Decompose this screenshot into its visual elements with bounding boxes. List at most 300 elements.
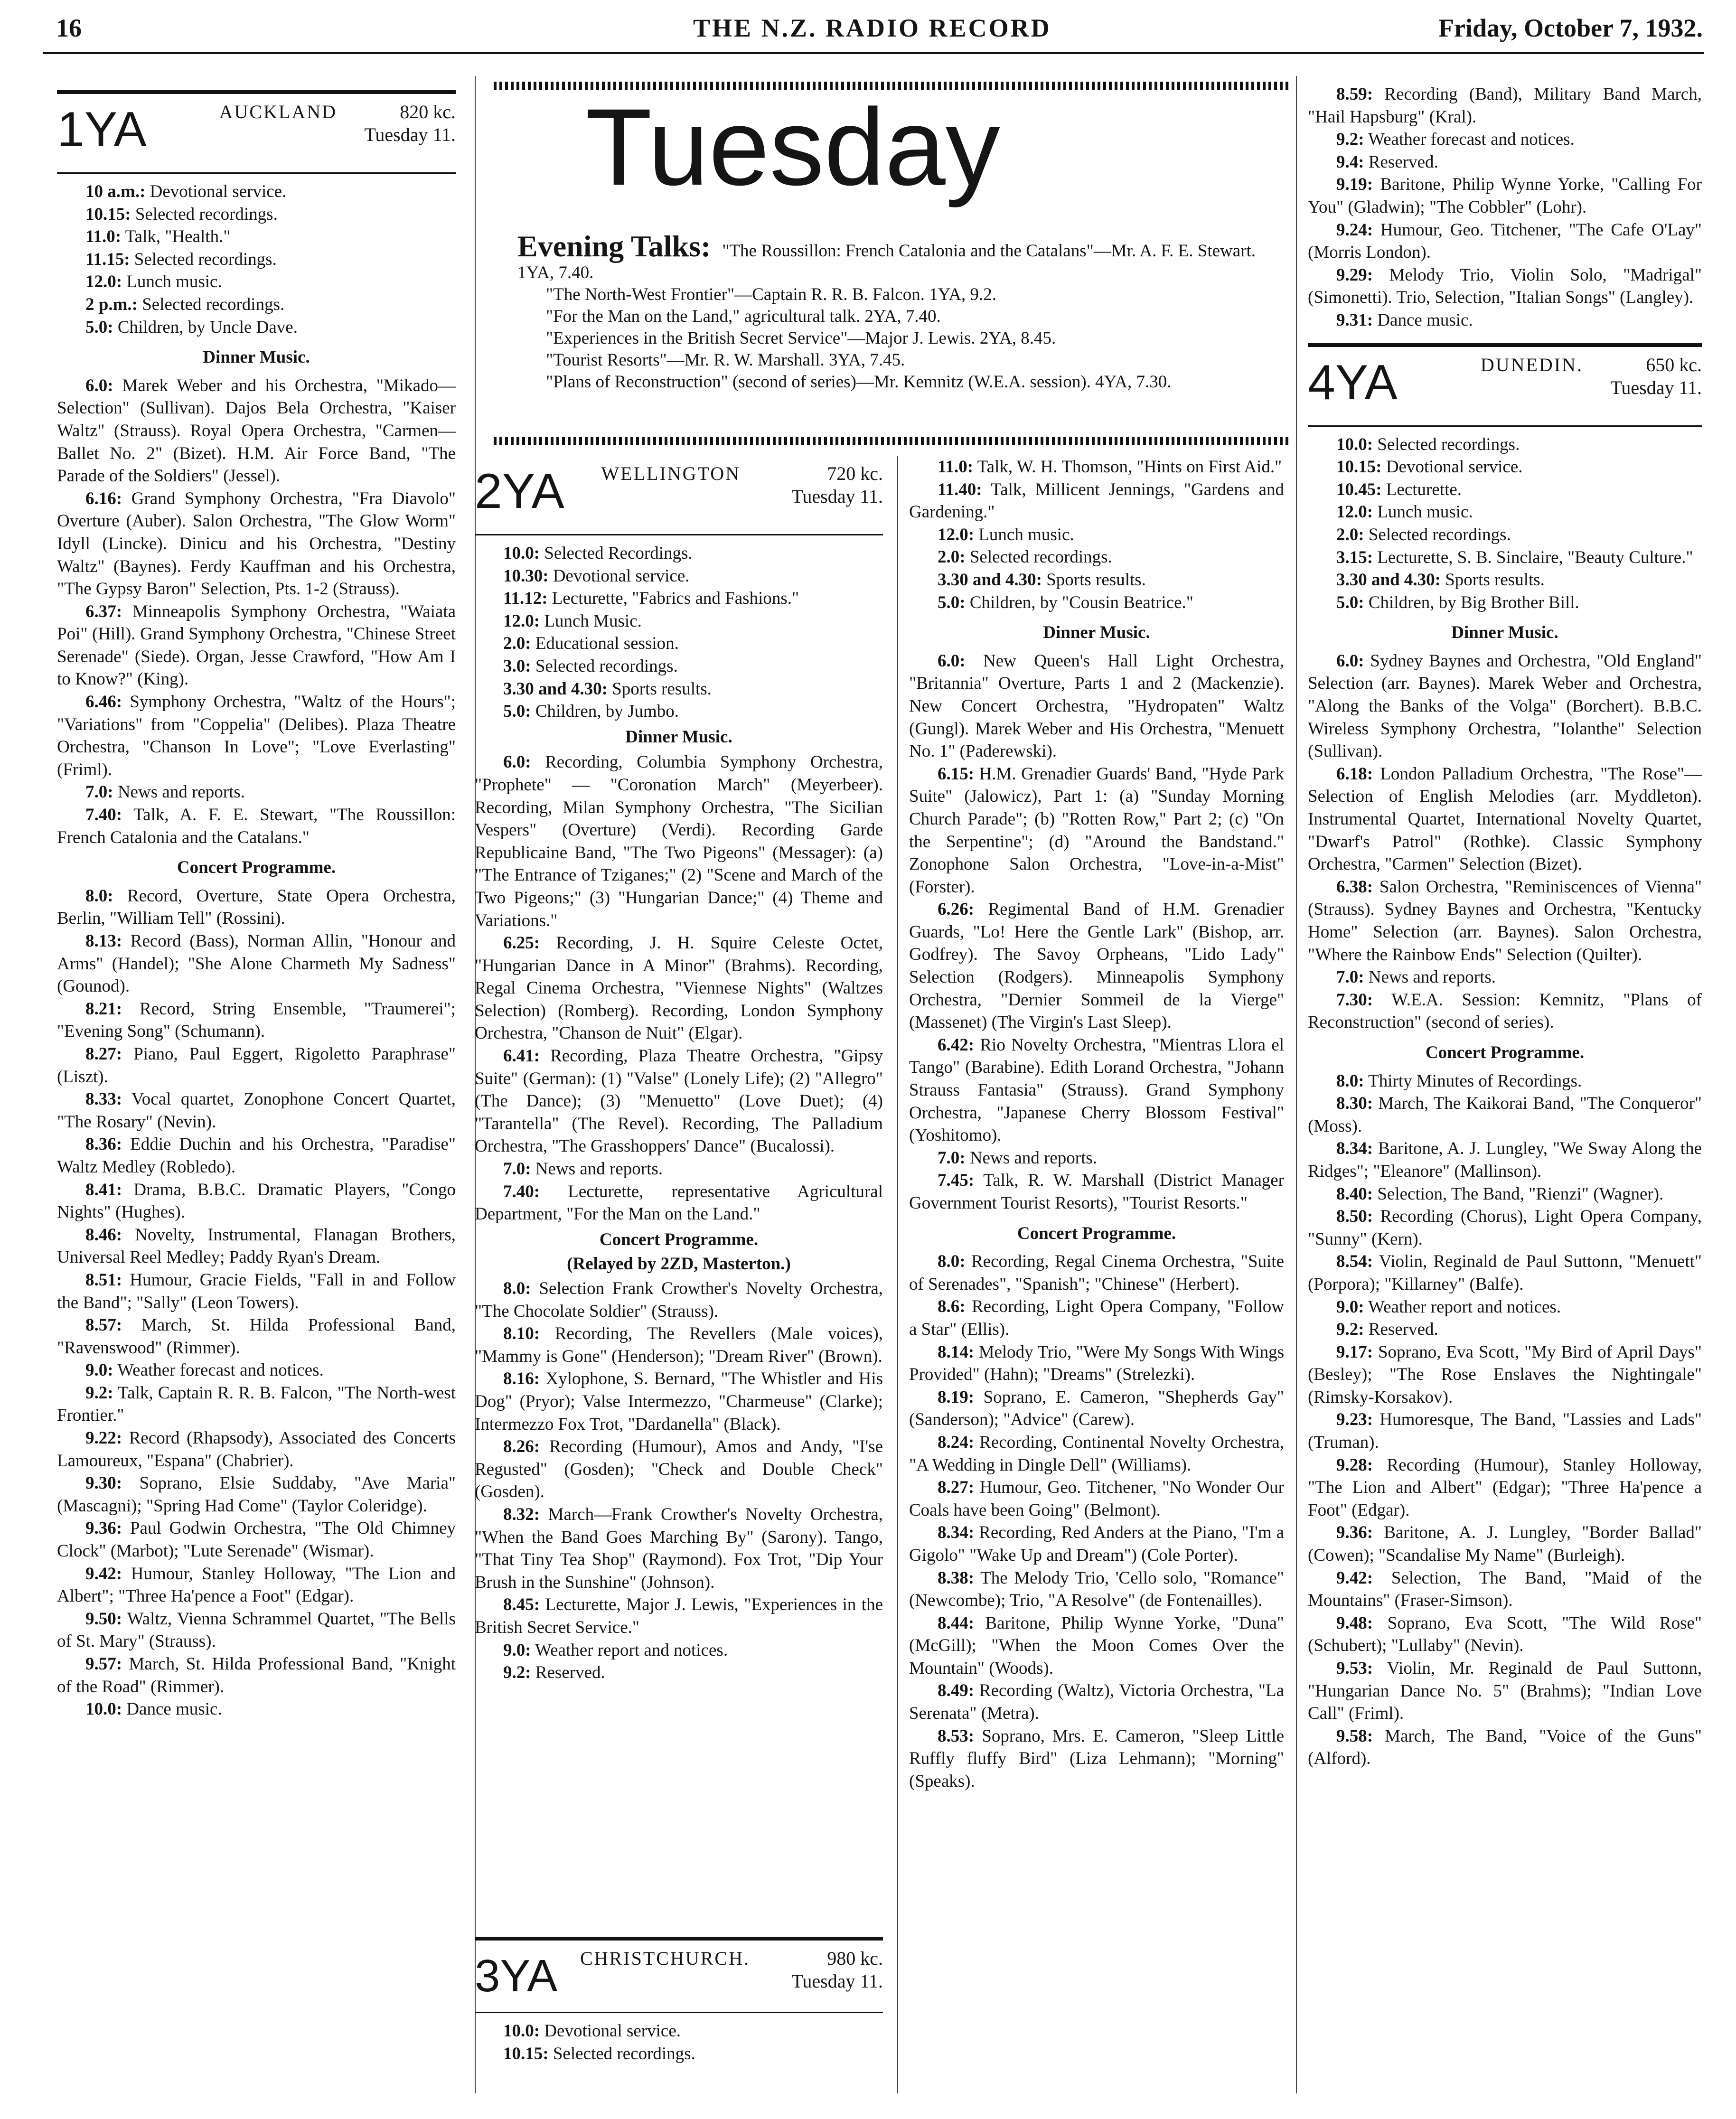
programme-4ya-dinner bbox=[1308, 650, 1702, 1034]
programme-time: 6.16: bbox=[85, 488, 122, 508]
programme-description: Recording, Continental Novelty Orchestra, "A Wedding in Dingle Dell" (Williams). bbox=[909, 1432, 1285, 1475]
programme-item bbox=[475, 1045, 883, 1158]
programme-description: Recording, Regal Cinema Orchestra, "Suite of Serenades", "Spanish"; "Chinese" (Herbert). bbox=[909, 1252, 1285, 1294]
programme-time: 8.13: bbox=[85, 931, 122, 951]
evening-talk: "The Roussillon: French Catalonia and the Catalans"—Mr. A. F. E. Stewart. 1YA, 7.40. bbox=[517, 241, 1256, 282]
programme-item bbox=[57, 998, 456, 1043]
programme-time: 8.0: bbox=[85, 886, 113, 906]
programme-item bbox=[57, 1179, 456, 1224]
programme-description: News and reports. bbox=[969, 1148, 1098, 1168]
programme-description: Baritone, A. J. Lungley, "We Sway Along the Ridges"; "Eleanore" (Mallinson). bbox=[1308, 1139, 1702, 1181]
programme-description: Selected recordings. bbox=[134, 249, 277, 269]
programme-description: News and reports. bbox=[535, 1159, 663, 1179]
section-heading: Dinner Music. bbox=[1451, 623, 1558, 643]
programme-time: 8.53: bbox=[938, 1726, 975, 1746]
programme-item bbox=[1308, 1296, 1702, 1319]
programme-description: Devotional service. bbox=[150, 182, 287, 201]
programme-time: 9.36: bbox=[1336, 1523, 1373, 1543]
programme-description: Record (Bass), Norman Allin, "Honour and Arms" (Handel); "She Alone Charmeth My Sadness" (Gounod). bbox=[57, 931, 456, 996]
programme-description: Humoresque, The Band, "Lassies and Lads" (Truman). bbox=[1308, 1410, 1702, 1453]
programme-description: Waltz, Vienna Schrammel Quartet, "The Bells of St. Mary" (Strauss). bbox=[57, 1609, 456, 1651]
programme-time: 3.15: bbox=[1336, 547, 1373, 567]
station-frequency: 980 kc. bbox=[827, 1948, 883, 1969]
programme-time: 3.30 and 4.30: bbox=[503, 679, 608, 699]
programme-description: Reserved. bbox=[1368, 1320, 1438, 1340]
programme-time: 9.42: bbox=[85, 1564, 122, 1584]
programme-description: Selection Frank Crowther's Novelty Orchestra, "The Chocolate Soldier" (Strauss). bbox=[475, 1279, 883, 1321]
programme-time: 2 p.m.: bbox=[85, 294, 138, 314]
programme-description: Lecturette, representative Agricultural Department, "For the Man on the Land." bbox=[475, 1181, 883, 1224]
programme-time: 9.53: bbox=[1336, 1659, 1373, 1678]
programme-time: 11.0: bbox=[938, 457, 974, 477]
programme-item bbox=[1308, 1341, 1702, 1409]
programme-time: 9.48: bbox=[1336, 1613, 1373, 1633]
station-city: WELLINGTON bbox=[601, 463, 741, 484]
section-heading: Concert Programme. bbox=[1425, 1042, 1585, 1062]
programme-item bbox=[57, 1517, 456, 1562]
programme-item bbox=[909, 1386, 1284, 1431]
programme-item bbox=[1308, 1725, 1702, 1770]
programme-description: March, The Kaikorai Band, "The Conqueror" (Moss). bbox=[1308, 1094, 1702, 1136]
programme-time: 8.16: bbox=[503, 1369, 540, 1389]
programme-item bbox=[909, 591, 1284, 614]
programme-time: 9.30: bbox=[85, 1473, 122, 1493]
programme-description: Talk, Captain R. R. B. Falcon, "The North-west Frontier." bbox=[57, 1383, 456, 1425]
programme-item bbox=[909, 1431, 1284, 1476]
programme-item bbox=[909, 456, 1284, 478]
programme-item bbox=[1308, 1612, 1702, 1657]
station-call: 1YA bbox=[57, 102, 147, 157]
programme-2ya-dinner bbox=[475, 751, 883, 1225]
column-3ya-continued bbox=[909, 456, 1284, 1792]
programme-description: Reserved. bbox=[1368, 152, 1438, 172]
programme-description: Soprano, Mrs. E. Cameron, "Sleep Little Ruffly fluffy Bird" (Liza Lehmann); "Morning" (Speaks). bbox=[909, 1726, 1284, 1791]
programme-item bbox=[475, 1368, 883, 1435]
programme-description: Humour, Geo. Titchener, "The Cafe O'Lay" (Morris London). bbox=[1308, 220, 1702, 263]
programme-description: Humour, Gracie Fields, "Fall in and Follow the Band"; "Sally" (Leon Towers). bbox=[57, 1270, 456, 1313]
programme-time: 8.19: bbox=[938, 1387, 975, 1407]
programme-item bbox=[57, 1382, 456, 1427]
programme-item bbox=[1308, 876, 1702, 966]
programme-time: 8.27: bbox=[85, 1044, 122, 1064]
programme-item bbox=[1308, 83, 1702, 128]
programme-item bbox=[475, 610, 883, 633]
programme-description: Recording (Humour), Stanley Holloway, "The Lion and Albert" (Edgar); "Three Ha'pence a Foot" (Edgar). bbox=[1308, 1455, 1702, 1520]
programme-time: 9.0: bbox=[503, 1640, 531, 1660]
programme-time: 9.2: bbox=[1336, 1320, 1364, 1340]
programme-description: Lecturette, Major J. Lewis, "Experiences in the British Secret Service." bbox=[475, 1595, 883, 1637]
programme-description: Novelty, Instrumental, Flanagan Brothers, Universal Reel Medley; Paddy Ryan's Dream. bbox=[57, 1225, 456, 1267]
programme-description: Xylophone, S. Bernard, "The Whistler and His Dog" (Pryor); Valse Intermezzo, "Charmeuse" (Clarke); Intermezzo Fox Trot, "Dardanella" (Black). bbox=[475, 1369, 883, 1434]
programme-time: 6.0: bbox=[1336, 651, 1364, 671]
programme-time: 7.0: bbox=[85, 782, 113, 802]
programme-time: 7.30: bbox=[1336, 990, 1373, 1010]
programme-time: 9.2: bbox=[85, 1383, 113, 1403]
programme-description: Lunch music. bbox=[1377, 502, 1473, 522]
programme-item bbox=[1308, 501, 1702, 524]
programme-time: 8.50: bbox=[1336, 1207, 1373, 1227]
programme-description: News and reports. bbox=[117, 782, 245, 802]
programme-description: Baritone, Philip Wynne Yorke, "Calling For You" (Gladwin); "The Cobbler" (Lohr). bbox=[1308, 175, 1702, 217]
programme-item bbox=[1308, 456, 1702, 478]
programme-description: Dance music. bbox=[126, 1699, 222, 1719]
programme-item bbox=[909, 650, 1284, 763]
programme-item bbox=[57, 316, 456, 339]
programme-item bbox=[475, 565, 883, 588]
programme-time: 11.12: bbox=[503, 589, 548, 609]
programme-description: Talk, "Health." bbox=[125, 227, 231, 247]
programme-description: Lecturette, "Fabrics and Fashions." bbox=[552, 589, 799, 609]
programme-item bbox=[57, 488, 456, 600]
programme-description: March—Frank Crowther's Novelty Orchestra, "When the Band Goes Marching By" (Sarony). Tango, "That Tiny Tea Shop" (Raymond). Fox Trot, "Dip Your Brush in the Sunshine" (Johnson). bbox=[475, 1504, 883, 1592]
programme-item bbox=[475, 1435, 883, 1503]
programme-time: 8.44: bbox=[938, 1613, 975, 1633]
programme-description: Record, String Ensemble, "Traumerei"; "Evening Song" (Schumann). bbox=[57, 999, 456, 1041]
station-day: Tuesday 11. bbox=[364, 124, 456, 145]
programme-description: Sports results. bbox=[612, 679, 712, 699]
programme-item bbox=[475, 587, 883, 610]
programme-description: Sports results. bbox=[1046, 570, 1146, 590]
programme-description: Reserved. bbox=[535, 1663, 605, 1683]
programme-item bbox=[1308, 309, 1702, 332]
programme-item bbox=[57, 248, 456, 271]
programme-time: 6.42: bbox=[938, 1035, 975, 1055]
programme-item bbox=[1308, 591, 1702, 614]
programme-item bbox=[1308, 1408, 1702, 1453]
programme-item bbox=[57, 1563, 456, 1608]
station-frequency: 720 kc. bbox=[827, 463, 883, 484]
programme-item bbox=[1308, 433, 1702, 456]
programme-time: 12.0: bbox=[503, 611, 540, 631]
programme-description: Weather forecast and notices. bbox=[1368, 130, 1575, 150]
programme-item bbox=[57, 1133, 456, 1178]
programme-description: Paul Godwin Orchestra, "The Old Chimney Clock" (Marbot); "Lute Serenade" (Wismar). bbox=[57, 1519, 456, 1561]
programme-time: 7.0: bbox=[1336, 967, 1364, 987]
programme-description: Thirty Minutes of Recordings. bbox=[1368, 1071, 1582, 1091]
programme-time: 9.2: bbox=[1336, 130, 1364, 150]
programme-time: 10.15: bbox=[503, 2044, 549, 2063]
programme-time: 5.0: bbox=[85, 317, 113, 337]
programme-description: Marek Weber and his Orchestra, "Mikado—Selection" (Sullivan). Dajos Bela Orchestra, "Kaiser Waltz" (Strauss). Royal Opera Orchestra, "Carmen—Ballet No. 2" (Bizet). H.M. Air Force Band, "The Parade of the Soldiers" (Jessel). bbox=[57, 375, 456, 486]
programme-item bbox=[909, 478, 1284, 524]
programme-item bbox=[57, 1472, 456, 1517]
programme-item bbox=[475, 655, 883, 678]
programme-description: Eddie Duchin and his Orchestra, "Paradise" Waltz Medley (Robledo). bbox=[57, 1135, 456, 1177]
programme-time: 6.0: bbox=[503, 752, 531, 772]
programme-item bbox=[1308, 650, 1702, 763]
programme-description: Soprano, Elsie Suddaby, "Ave Maria" (Mascagni); "Spring Had Come" (Taylor Coleridge). bbox=[57, 1473, 456, 1516]
programme-time: 3.0: bbox=[503, 656, 531, 676]
programme-description: March, St. Hilda Professional Band, "Ravenswood" (Rimmer). bbox=[57, 1315, 456, 1358]
evening-talk: "The North-West Frontier"—Captain R. R. B. Falcon. 1YA, 9.2. bbox=[546, 285, 997, 304]
programme-description: Humour, Geo. Titchener, "No Wonder Our Coals have been Going" (Belmont). bbox=[909, 1478, 1285, 1520]
programme-description: Selected recordings. bbox=[969, 547, 1112, 567]
programme-item bbox=[1308, 1657, 1702, 1725]
programme-description: Regimental Band of H.M. Grenadier Guards, "Lo! Here the Gentle Lark" (Bishop, arr. Godfrey). The Savoy Orpheans, "Lido Lady" Selection (Rodgers). Minneapolis Symphony Orchestra, "Dernier Sommeil de la Vierge" (Massenet) (The Virgin's Last Sleep). bbox=[909, 900, 1284, 1032]
programme-time: 8.14: bbox=[938, 1342, 975, 1362]
programme-description: Selection, The Band, "Maid of the Mountains" (Fraser-Simson). bbox=[1308, 1568, 1702, 1611]
programme-item bbox=[57, 1359, 456, 1382]
programme-time: 7.0: bbox=[938, 1148, 966, 1168]
programme-time: 6.0: bbox=[85, 375, 113, 395]
programme-description: Devotional service. bbox=[553, 566, 690, 586]
programme-time: 8.49: bbox=[938, 1681, 975, 1701]
programme-time: 8.30: bbox=[1336, 1094, 1373, 1114]
programme-time: 8.33: bbox=[85, 1089, 122, 1109]
programme-description: Minneapolis Symphony Orchestra, "Waiata Poi" (Hill). Grand Symphony Orchestra, "Chinese Street Serenade" (Siede). Organ, Jesse Crawford, "How Am I to Know?" (King). bbox=[57, 601, 456, 689]
programme-item bbox=[57, 885, 456, 930]
programme-description: Recording (Humour), Amos and Andy, "I'se Regusted" (Gosden); "Check and Double Check" (Gosden). bbox=[475, 1437, 883, 1502]
programme-time: 9.31: bbox=[1336, 310, 1373, 330]
programme-item bbox=[1308, 1318, 1702, 1341]
programme-item bbox=[57, 930, 456, 998]
programme-item bbox=[909, 1725, 1284, 1793]
programme-time: 6.41: bbox=[503, 1046, 540, 1066]
programme-time: 10 a.m.: bbox=[85, 182, 146, 201]
programme-description: Recording, Plaza Theatre Orchestra, "Gipsy Suite" (German): (1) "Valse" (Lonely Life); (2) "Allegro" (The Dance); (3) "Menuetto" (Love Duet); (4) "Tarantella" (The Revel). Recording, The Palladium Orchestra, "The Grasshoppers' Dance" (Bucalossi). bbox=[475, 1046, 883, 1156]
station-call: 3YA bbox=[475, 1950, 558, 2001]
programme-item bbox=[909, 1295, 1284, 1341]
programme-time: 9.29: bbox=[1336, 265, 1373, 285]
programme-time: 11.0: bbox=[85, 227, 122, 247]
programme-time: 9.0: bbox=[85, 1360, 113, 1380]
programme-item bbox=[1308, 1205, 1702, 1250]
programme-description: Record, Overture, State Opera Orchestra, Berlin, "William Tell" (Rossini). bbox=[57, 886, 456, 928]
programme-2ya-day bbox=[475, 542, 883, 723]
programme-item bbox=[1308, 989, 1702, 1034]
section-heading: Dinner Music. bbox=[203, 347, 310, 367]
programme-2ya-concert bbox=[475, 1277, 883, 1684]
programme-time: 9.23: bbox=[1336, 1410, 1373, 1430]
programme-description: Rio Novelty Orchestra, "Mientras Llora el Tango" (Barabine). Edith Lorand Orchestra, "Johann Strauss Fantasia" (Strauss). Grand Symphony Orchestra, "Japanese Cherry Blossom Festival" (Yoshitomo). bbox=[909, 1035, 1284, 1145]
station-header-2ya bbox=[475, 456, 883, 535]
programme-description: Recording, Columbia Symphony Orchestra, "Prophete" — "Coronation March" (Meyerbeer). Recording, Milan Symphony Orchestra, "The Sicilian Vespers" (Overture) (Verdi). Recording Garde Republicaine Band, "The Two Pigeons" (Messager): (a) "The Entrance of Tziganes;" (2) "Scene and March of the Two Pigeons;" (3) "Hungarian Dance;" (4) Theme and Variations." bbox=[475, 752, 883, 930]
evening-talk: "Tourist Resorts"—Mr. R. W. Marshall. 3YA, 7.45. bbox=[546, 350, 905, 370]
programme-item bbox=[57, 804, 456, 849]
programme-description: Weather forecast and notices. bbox=[117, 1360, 324, 1380]
programme-description: Selected recordings. bbox=[535, 656, 678, 676]
evening-talk: "For the Man on the Land," agricultural talk. 2YA, 7.40. bbox=[546, 307, 941, 326]
programme-description: Baritone, A. J. Lungley, "Border Ballad" (Cowen); "Scandalise My Name" (Burleigh). bbox=[1308, 1523, 1702, 1566]
programme-time: 10.30: bbox=[503, 566, 549, 586]
programme-item bbox=[57, 293, 456, 316]
programme-item bbox=[475, 1661, 883, 1684]
programme-item bbox=[1308, 546, 1702, 569]
programme-1ya-dinner bbox=[57, 375, 456, 849]
programme-time: 9.22: bbox=[85, 1428, 122, 1448]
programme-3ya-concert-continued bbox=[1308, 83, 1702, 332]
evening-talks-box bbox=[517, 229, 1277, 393]
programme-description: Sports results. bbox=[1445, 570, 1545, 590]
programme-time: 10.45: bbox=[1336, 479, 1382, 499]
programme-description: Vocal quartet, Zonophone Concert Quartet, "The Rosary" (Nevin). bbox=[57, 1089, 456, 1132]
programme-time: 2.0: bbox=[938, 547, 966, 567]
programme-time: 8.51: bbox=[85, 1270, 122, 1290]
programme-description: Selected recordings. bbox=[135, 204, 278, 224]
programme-item bbox=[909, 1169, 1284, 1214]
programme-description: Talk, W. H. Thomson, "Hints on First Aid." bbox=[977, 457, 1282, 477]
programme-description: Humour, Stanley Holloway, "The Lion and Albert"; "Three Ha'pence a Foot" (Edgar). bbox=[57, 1564, 456, 1606]
programme-item bbox=[1308, 128, 1702, 151]
programme-item bbox=[1308, 1070, 1702, 1093]
programme-time: 3.30 and 4.30: bbox=[1336, 570, 1441, 590]
programme-time: 5.0: bbox=[938, 592, 966, 612]
programme-item bbox=[475, 1594, 883, 1639]
programme-time: 9.0: bbox=[1336, 1297, 1364, 1317]
programme-description: Selected recordings. bbox=[1377, 434, 1520, 454]
programme-time: 9.50: bbox=[85, 1609, 122, 1629]
programme-item bbox=[909, 1567, 1284, 1612]
programme-item bbox=[57, 1698, 456, 1721]
station-city: CHRISTCHURCH. bbox=[580, 1948, 750, 1969]
programme-description: News and reports. bbox=[1368, 967, 1496, 987]
programme-3ya-dinner bbox=[909, 650, 1284, 1215]
station-call: 2YA bbox=[475, 464, 564, 519]
programme-time: 8.34: bbox=[938, 1523, 975, 1543]
programme-time: 5.0: bbox=[1336, 592, 1364, 612]
programme-description: Symphony Orchestra, "Waltz of the Hours"; "Variations" from "Coppelia" (Delibes). Plaza Theatre Orchestra, "Chanson In Love"; "Love Everlasting" (Friml). bbox=[57, 692, 456, 779]
programme-time: 3.30 and 4.30: bbox=[938, 570, 1042, 590]
programme-description: Selection, The Band, "Rienzi" (Wagner). bbox=[1377, 1184, 1664, 1204]
programme-time: 8.26: bbox=[503, 1437, 540, 1457]
programme-item bbox=[57, 1043, 456, 1088]
programme-item bbox=[57, 203, 456, 226]
programme-item bbox=[57, 375, 456, 488]
programme-time: 8.45: bbox=[503, 1595, 540, 1615]
programme-time: 10.0: bbox=[503, 544, 540, 563]
programme-time: 2.0: bbox=[1336, 525, 1364, 544]
programme-description: Violin, Reginald de Paul Suttonn, "Menuett" (Porpora); "Killarney" (Balfe). bbox=[1308, 1252, 1702, 1294]
programme-item bbox=[909, 1147, 1284, 1170]
programme-description: Devotional service. bbox=[544, 2021, 681, 2041]
programme-description: Soprano, Eva Scott, "The Wild Rose" (Schubert); "Lullaby" (Nevin). bbox=[1308, 1613, 1702, 1656]
programme-time: 6.0: bbox=[938, 651, 966, 671]
programme-time: 9.24: bbox=[1336, 220, 1373, 240]
programme-description: Recording (Band), Military Band March, "Hail Hapsburg" (Kral). bbox=[1308, 84, 1702, 127]
column-divider bbox=[897, 456, 898, 2093]
station-call: 4YA bbox=[1308, 355, 1398, 410]
programme-item bbox=[475, 1322, 883, 1368]
programme-item bbox=[57, 1224, 456, 1269]
programme-1ya-day bbox=[57, 180, 456, 338]
programme-item bbox=[475, 542, 883, 565]
programme-item bbox=[1308, 1183, 1702, 1206]
programme-item bbox=[57, 600, 456, 691]
programme-time: 11.40: bbox=[938, 479, 982, 499]
programme-item bbox=[57, 691, 456, 781]
programme-item bbox=[475, 1503, 883, 1594]
programme-time: 6.38: bbox=[1336, 877, 1373, 897]
station-day: Tuesday 11. bbox=[1610, 376, 1702, 398]
section-heading: Concert Programme. bbox=[599, 1229, 759, 1249]
programme-description: Recording, The Revellers (Male voices), "Mammy is Gone" (Henderson); "Dream River" (Brown). bbox=[475, 1324, 883, 1366]
programme-time: 10.0: bbox=[85, 1699, 122, 1719]
programme-description: Selected Recordings. bbox=[544, 544, 693, 563]
programme-item bbox=[1308, 569, 1702, 591]
programme-time: 12.0: bbox=[1336, 502, 1373, 522]
programme-description: Violin, Mr. Reginald de Paul Suttonn, "Hungarian Dance No. 5" (Brahms); "Indian Love Call" (Friml). bbox=[1308, 1659, 1702, 1724]
programme-item bbox=[1308, 763, 1702, 876]
programme-description: Baritone, Philip Wynne Yorke, "Duna" (McGill); "When the Moon Comes Over the Mountain" (Woods). bbox=[909, 1613, 1285, 1678]
programme-description: Lunch music. bbox=[126, 272, 222, 292]
programme-time: 9.42: bbox=[1336, 1568, 1373, 1588]
programme-description: Children, by Big Brother Bill. bbox=[1368, 592, 1579, 612]
programme-description: March, The Band, "Voice of the Guns" (Alford). bbox=[1308, 1726, 1702, 1769]
day-heading: Tuesday bbox=[585, 86, 1000, 208]
programme-description: Selected recordings. bbox=[1368, 525, 1511, 544]
programme-item bbox=[909, 898, 1284, 1034]
programme-time: 9.4: bbox=[1336, 152, 1364, 172]
programme-description: Salon Orchestra, "Reminiscences of Vienna" (Strauss). Sydney Baynes and Orchestra, "Kentucky Home" Selection (arr. Baynes). Salon Orchestra, "Where the Rainbow Ends" Selection (Quilter). bbox=[1308, 877, 1702, 965]
programme-item bbox=[475, 1277, 883, 1322]
programme-item bbox=[1308, 478, 1702, 501]
programme-description: Children, by "Cousin Beatrice." bbox=[969, 592, 1193, 612]
programme-time: 10.15: bbox=[85, 204, 131, 224]
programme-item bbox=[909, 569, 1284, 591]
programme-item bbox=[909, 546, 1284, 569]
programme-4ya-day bbox=[1308, 433, 1702, 614]
station-day: Tuesday 11. bbox=[791, 486, 883, 507]
programme-description: W.E.A. Session: Kemnitz, "Plans of Reconstruction" (second of series). bbox=[1308, 990, 1702, 1032]
programme-description: Lunch music. bbox=[978, 525, 1074, 544]
programme-description: Lecturette. bbox=[1386, 479, 1462, 499]
programme-3ya-concert bbox=[909, 1250, 1284, 1792]
programme-time: 8.10: bbox=[503, 1324, 540, 1344]
programme-description: Piano, Paul Eggert, Rigoletto Paraphrase" (Liszt). bbox=[57, 1044, 456, 1087]
programme-item bbox=[475, 2043, 883, 2065]
programme-time: 10.0: bbox=[503, 2021, 540, 2041]
programme-item bbox=[475, 678, 883, 701]
relay-note: (Relayed by 2ZD, Masterton.) bbox=[567, 1254, 791, 1274]
programme-item bbox=[909, 763, 1284, 899]
programme-time: 9.36: bbox=[85, 1519, 122, 1538]
programme-description: Recording (Waltz), Victoria Orchestra, "La Serenata" (Metra). bbox=[909, 1681, 1285, 1724]
programme-item bbox=[475, 1158, 883, 1181]
column-3ya bbox=[475, 1937, 883, 2065]
programme-item bbox=[57, 1269, 456, 1314]
programme-item bbox=[475, 932, 883, 1045]
programme-time: 7.40: bbox=[85, 805, 122, 825]
programme-time: 12.0: bbox=[85, 272, 122, 292]
programme-time: 10.0: bbox=[1336, 434, 1373, 454]
decorative-band-bottom bbox=[494, 437, 1291, 445]
programme-description: Recording, J. H. Squire Celeste Octet, "Hungarian Dance in A Minor" (Brahms). Recording, Regal Cinema Orchestra, "Viennese Nights" (Waltzes Selection) (Romberg). Recording, London Symphony Orchestra, "Chanson de Nuit" (Elgar). bbox=[475, 933, 883, 1043]
programme-time: 10.15: bbox=[1336, 457, 1382, 477]
programme-time: 6.26: bbox=[938, 900, 975, 919]
programme-time: 8.0: bbox=[1336, 1071, 1364, 1091]
programme-description: Talk, Millicent Jennings, "Gardens and Gardening." bbox=[909, 479, 1284, 522]
programme-item bbox=[57, 180, 456, 203]
programme-time: 9.17: bbox=[1336, 1342, 1373, 1362]
programme-item bbox=[1308, 219, 1702, 264]
programme-item bbox=[1308, 151, 1702, 174]
section-heading: Dinner Music. bbox=[1043, 623, 1150, 643]
programme-3ya-day-continued bbox=[909, 456, 1284, 614]
programme-description: Selected recordings. bbox=[142, 294, 285, 314]
issue-date: Friday, October 7, 1932. bbox=[1438, 14, 1703, 42]
programme-item bbox=[57, 1427, 456, 1472]
programme-item bbox=[57, 1608, 456, 1653]
programme-time: 8.46: bbox=[85, 1225, 122, 1245]
programme-description: Recording, Red Anders at the Piano, "I'm a Gigolo" "Wake Up and Dream") (Cole Porter). bbox=[909, 1523, 1285, 1565]
programme-item bbox=[1308, 1137, 1702, 1182]
programme-description: Lecturette, S. B. Sinclaire, "Beauty Culture." bbox=[1377, 547, 1693, 567]
programme-item bbox=[1308, 1092, 1702, 1137]
station-frequency: 820 kc. bbox=[400, 101, 456, 122]
column-4ya bbox=[1308, 83, 1702, 1770]
programme-item bbox=[57, 1653, 456, 1698]
programme-description: Record (Rhapsody), Associated des Concerts Lamoureux, "Espana" (Chabrier). bbox=[57, 1428, 456, 1471]
